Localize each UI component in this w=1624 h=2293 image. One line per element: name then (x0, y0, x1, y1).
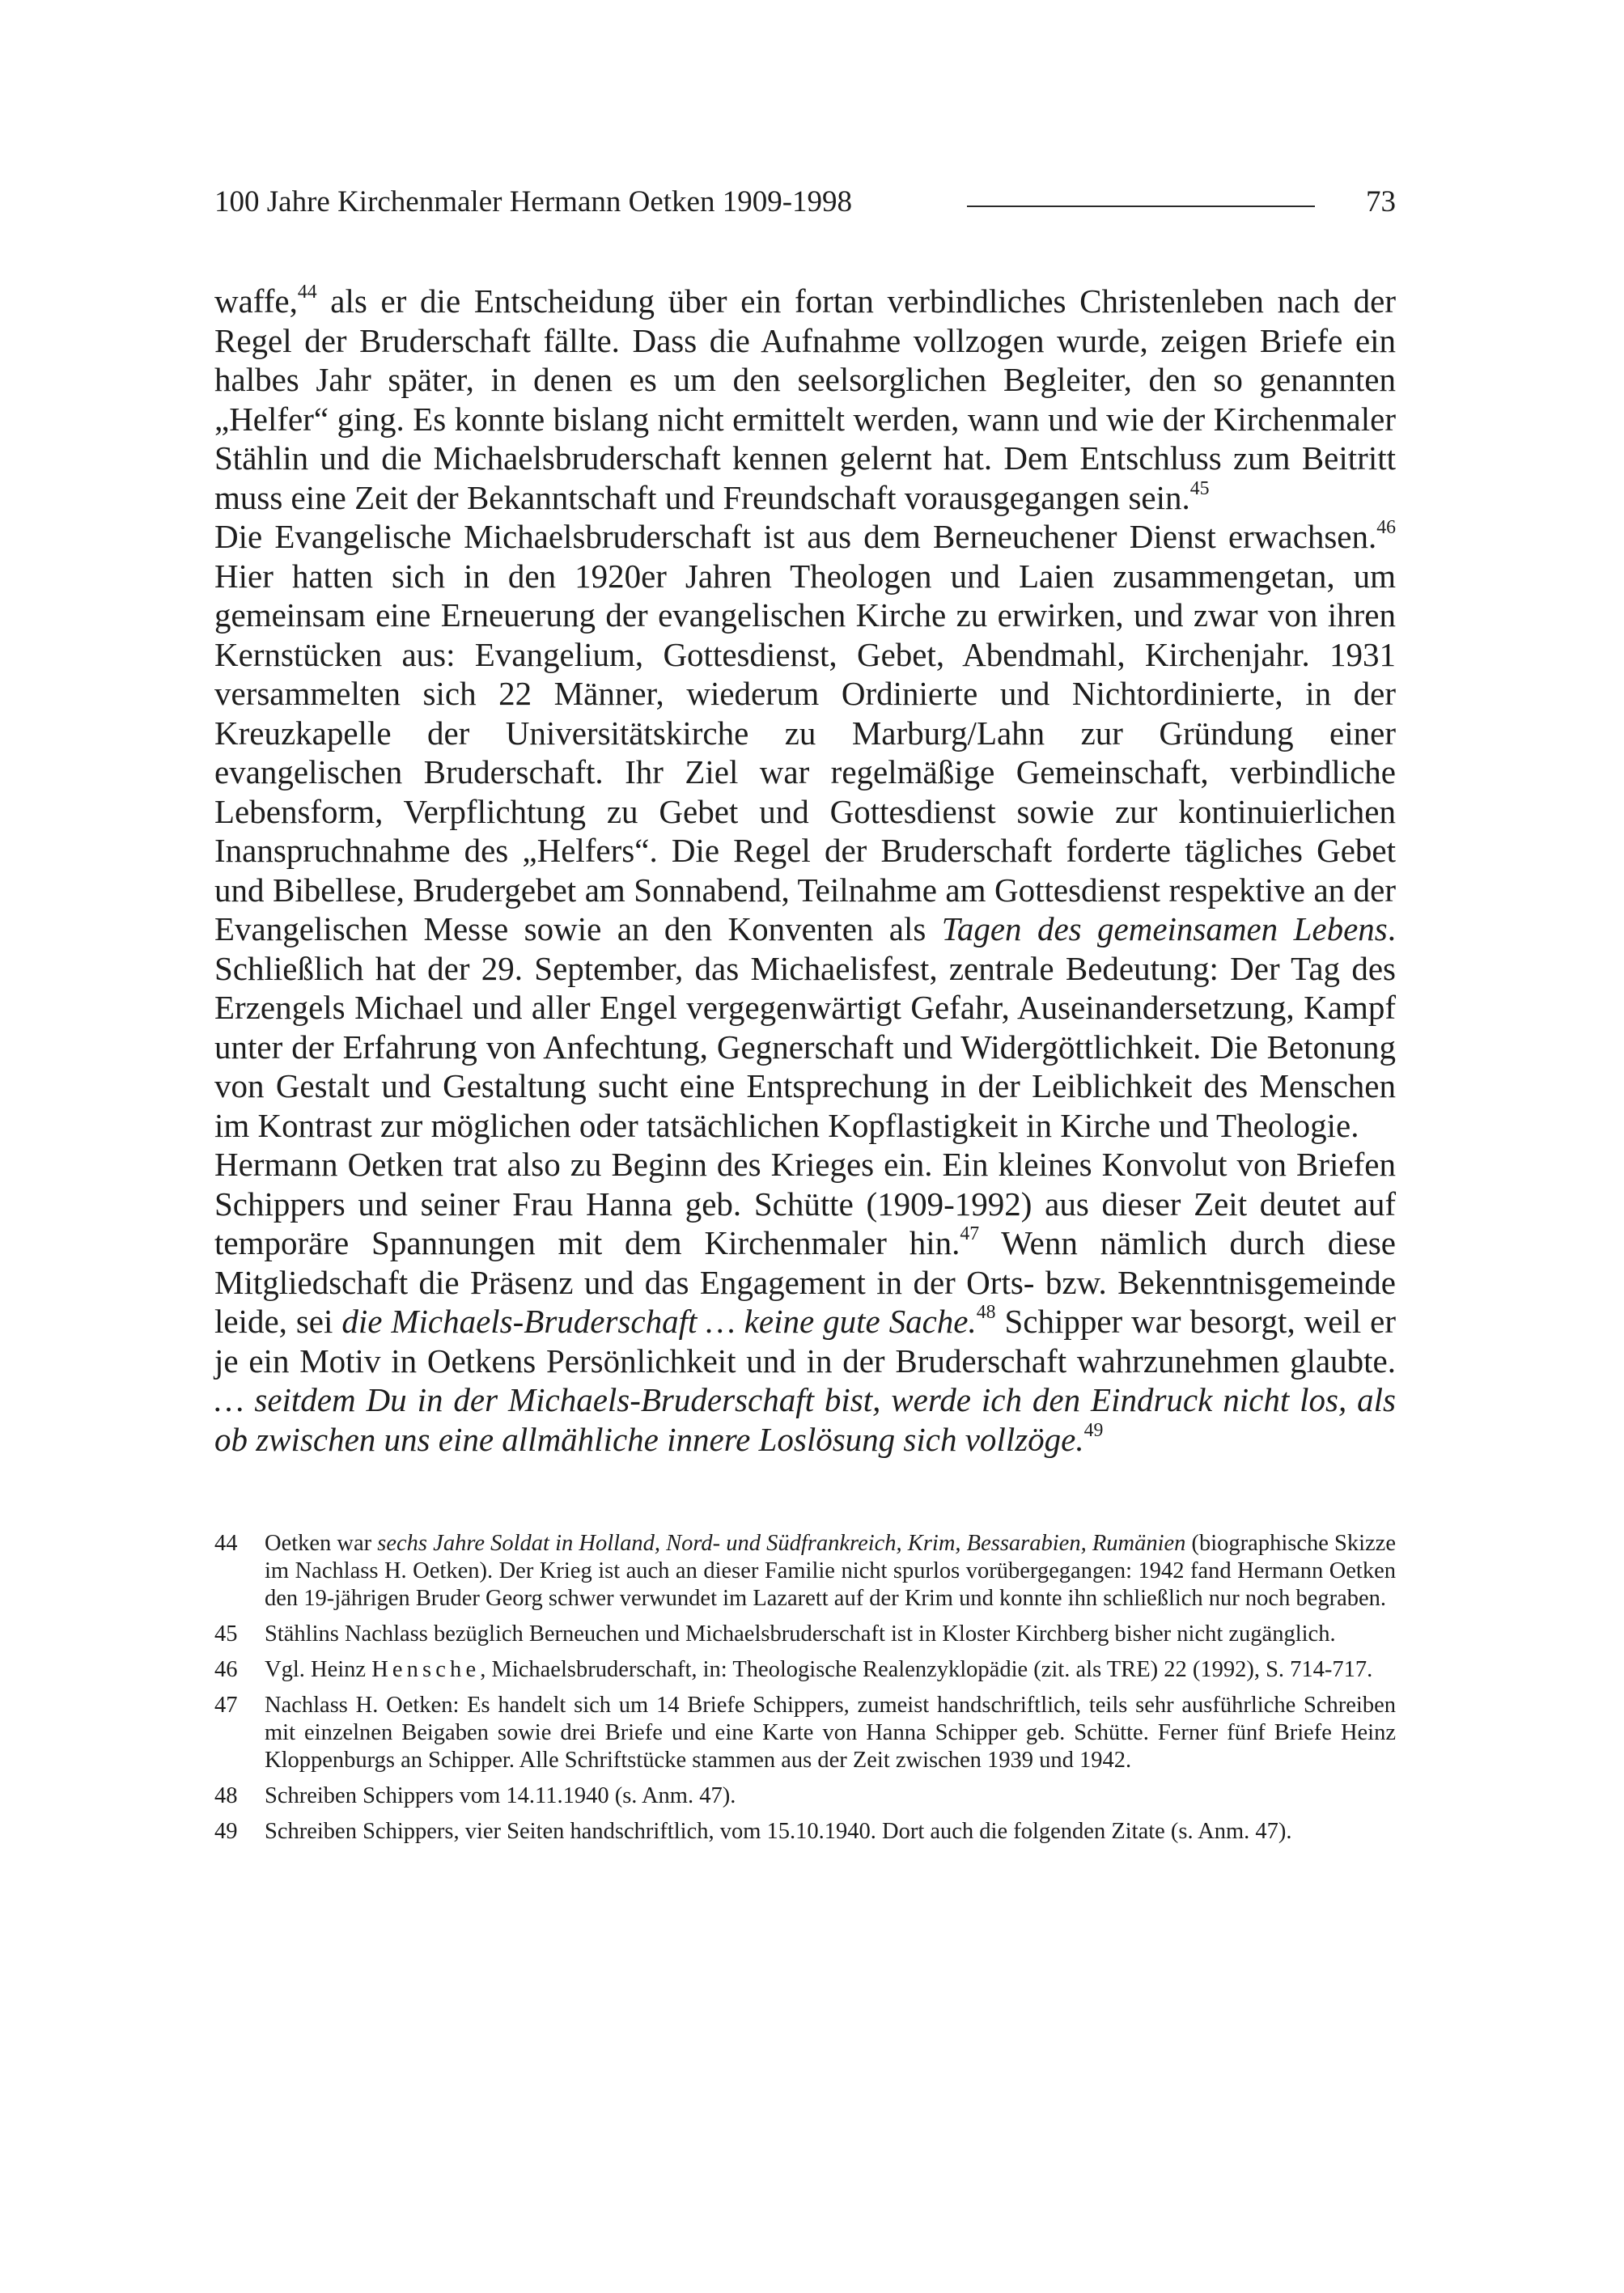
text-run: als er die Entscheidung über ein fortan verbindliches Christenleben nach der Regel der Bruderschaft fällte. Dass die Aufnahme vollzogen wurde, zeigen Briefe ein halbes Jahr später, in denen es um den seelsorglichen Begleiter, den so genannten „Helfer“ ging. Es konnte bislang nicht ermittelt werden, wann und wie der Kirchenmaler Stählin und die Michaelsbruderschaft kennen gelernt hat. Dem Entschluss zum Beitritt muss eine Zeit der Bekanntschaft und Freundschaft vorausgegangen sein. (214, 282, 1396, 516)
footnote-ref-46: 46 (1376, 517, 1396, 539)
text-run: Die Evangelische Michaelsbruderschaft ist aus dem Berneuchener Dienst erwachsen. (214, 518, 1377, 555)
text-run: Stählins Nachlass bezüglich Berneuchen und Michaelsbruderschaft ist in Kloster Kirchberg bisher nicht zugänglich. (265, 1621, 1336, 1647)
text-run: Hier hatten sich in den 1920er Jahren Theologen und Laien zusammengetan, um gemeinsam eine Erneuerung der evangelischen Kirche zu erwirken, und zwar von ihren Kernstücken aus: Evangelium, Gottesdienst, Gebet, Abendmahl, Kirchenjahr. 1931 versammelten sich 22 Männer, wiederum Ordinierte und Nichtordinierte, in der Kreuzkapelle der Universitätskirche zu Marburg/Lahn zur Gründung einer evangelischen Bruderschaft. Ihr Ziel war regelmäßige Gemeinschaft, verbindliche Lebensform, Verpflichtung zu Gebet und Gottesdienst sowie zur kontinuierlichen Inanspruchnahme des „Helfers“. Die Regel der Bruderschaft forderte tägliches Gebet und Bibellese, Brudergebet am Sonnabend, Teilnahme am Gottesdienst respektive an der Evangelischen Messe sowie an den Konventen als (214, 557, 1396, 947)
footnote-47 (214, 1692, 1396, 1774)
footnote-48 (214, 1782, 1396, 1810)
footnote-number: 47 (214, 1693, 238, 1718)
text-run: Schipper war besorgt, weil er je ein Motiv in Oetkens Persönlichkeit und in der Bruderschaft wahrzunehmen glaubte. (214, 1303, 1396, 1380)
paragraph-1 (214, 282, 1396, 517)
text-run: Schreiben Schippers vom 14.11.1940 (s. Anm. 47). (265, 1783, 736, 1808)
paragraph-2 (214, 517, 1396, 1145)
footnote-ref-49: 49 (1083, 1419, 1104, 1441)
italic-phrase: Tagen des gemeinsamen Lebens (941, 910, 1388, 947)
footnote-number: 48 (214, 1783, 238, 1808)
author-name: Hensche (371, 1657, 481, 1682)
footnote-ref-47: 47 (960, 1223, 980, 1245)
italic-quote: … seitdem Du in der Michaels-Bruderschaft bist, werde ich den Eindruck nicht los, als ob zwischen uns eine allmähliche innere Loslösung sich vollzöge. (214, 1381, 1396, 1458)
footnote-ref-45: 45 (1189, 477, 1210, 499)
footnote-number: 44 (214, 1531, 238, 1556)
italic-quote: sechs Jahre Soldat in Holland, Nord- und Südfrankreich, Krim, Bessarabien, Rumänien (377, 1531, 1186, 1556)
running-header (214, 178, 1396, 227)
header-rule (967, 206, 1315, 207)
text-run: Oetken war (265, 1531, 378, 1556)
italic-quote: die Michaels-Bruderschaft … keine gute Sache. (341, 1303, 977, 1340)
footnote-ref-44: 44 (297, 282, 317, 303)
text-run: . Schließlich hat der 29. September, das Michaelisfest, zentrale Bedeutung: Der Tag des Erzengels Michael und aller Engel vergegenwärtigt Gefahr, Auseinandersetzung, Kampf unter der Erfahrung von Anfechtung, Gegnerschaft und Widergöttlichkeit. Die Betonung von Gestalt und Gestaltung sucht eine Entsprechung in der Leiblichkeit des Menschen im Kontrast zur möglichen oder tatsächlichen Kopflastigkeit in Kirche und Theologie. (214, 910, 1396, 1144)
running-title: 100 Jahre Kirchenmaler Hermann Oetken 1909-1998 (214, 185, 853, 218)
text-run: Schreiben Schippers, vier Seiten handschriftlich, vom 15.10.1940. Dort auch die folgenden Zitate (s. Anm. 47). (265, 1819, 1292, 1844)
text-run: Nachlass H. Oetken: Es handelt sich um 14 Briefe Schippers, zumeist handschriftlich, teils sehr ausführliche Schreiben mit einzelnen Beigaben sowie drei Briefe und eine Karte von Hanna Schipper geb. Schütte. Ferner fünf Briefe Heinz Kloppenburgs an Schipper. Alle Schriftstücke stammen aus der Zeit zwischen 1939 und 1942. (265, 1693, 1396, 1773)
main-text (214, 282, 1396, 1459)
paragraph-3 (214, 1145, 1396, 1459)
text-run: Vgl. Heinz (265, 1657, 372, 1682)
page-number: 73 (1366, 185, 1396, 218)
footnote-49 (214, 1818, 1396, 1846)
footnote-number: 49 (214, 1819, 238, 1844)
footnote-number: 45 (214, 1621, 238, 1647)
text-run: , Michaelsbruderschaft, in: Theologische Realenzyklopädie (zit. als TRE) 22 (1992), S. 714-717. (480, 1657, 1373, 1682)
footnote-45 (214, 1621, 1396, 1648)
footnotes (214, 1530, 1396, 1846)
footnote-ref-48: 48 (976, 1302, 996, 1324)
footnote-46 (214, 1656, 1396, 1684)
text-run: Hermann Oetken trat also zu Beginn des Krieges ein. Ein kleines Konvolut von Briefen Schippers und seiner Frau Hanna geb. Schütte (1909-1992) aus dieser Zeit deutet auf temporäre Spannungen mit dem Kirchenmaler hin. (214, 1146, 1396, 1261)
text-run: waffe, (214, 282, 298, 320)
footnote-44 (214, 1530, 1396, 1613)
book-page (214, 178, 1396, 1854)
footnote-number: 46 (214, 1657, 238, 1682)
text-run: Wenn nämlich durch diese Mitgliedschaft die Präsenz und das Engagement in der Orts- bzw. Bekenntnisgemeinde leide, sei (214, 1224, 1396, 1340)
text-run: (biographische Skizze im Nachlass H. Oetken). Der Krieg ist auch an dieser Familie nicht spurlos vorübergegangen: 1942 fand Hermann Oetken den 19-jährigen Bruder Georg schwer verwundet im Lazarett auf der Krim und konnte ihn schließlich nur noch begraben. (265, 1531, 1396, 1611)
